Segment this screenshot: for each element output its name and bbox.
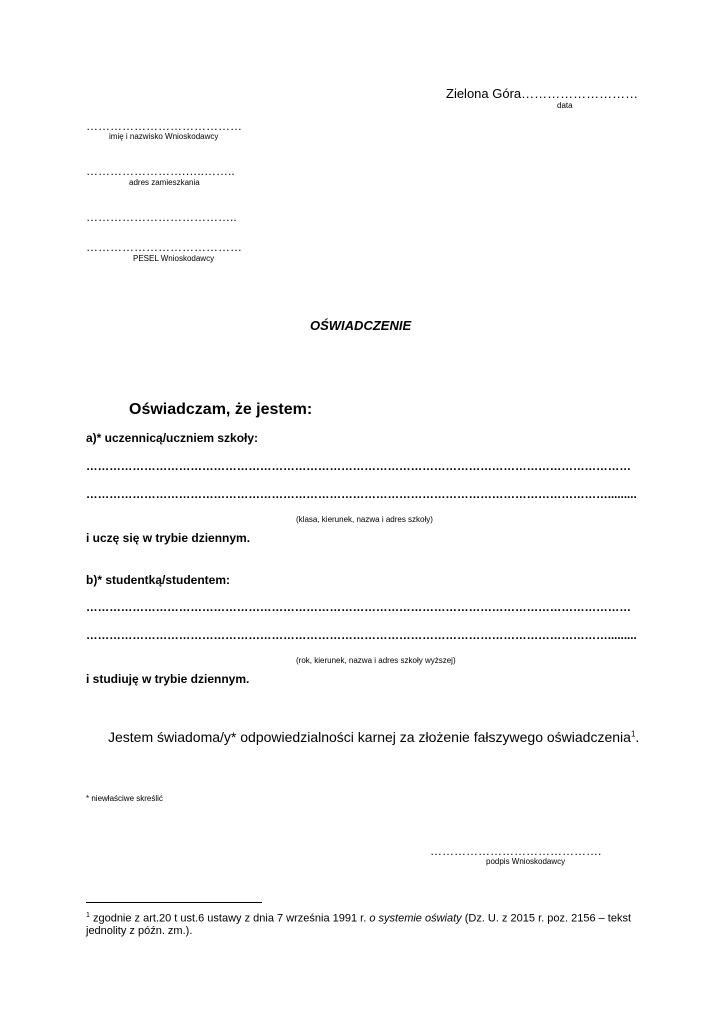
footnote-number: 1 — [86, 912, 90, 919]
awareness-end: . — [635, 729, 640, 745]
section-b-label: b)* studentką/studentem: — [86, 573, 231, 587]
footnote-line-2: jednolity z późn. zm.). — [86, 925, 193, 937]
applicant-address-field-1[interactable]: …………………….…..…….. — [86, 164, 235, 178]
footnote-ref: 1 — [630, 729, 636, 739]
section-a-line-1[interactable]: …………………………………………………………………………………………………………………………… — [86, 460, 631, 473]
footnote-text-a: zgodnie z art.20 t ust.6 ustawy z dnia 7 września 1991 r. — [89, 912, 370, 925]
section-b-after: i studiuję w trybie dziennym. — [86, 672, 250, 686]
applicant-pesel-caption: PESEL Wnioskodawcy — [133, 254, 215, 263]
applicant-address-field-2[interactable]: ……………………………….. — [86, 210, 237, 224]
applicant-pesel-field[interactable]: ………………………………… — [86, 240, 242, 254]
section-b-caption: (rok, kierunek, nazwa i adres szkoły wyższej) — [296, 656, 456, 665]
awareness-text: Jestem świadoma/y* odpowiedzialności karnej za złożenie fałszywego oświadczenia — [108, 729, 631, 745]
applicant-name-caption: imię i nazwisko Wnioskodawcy — [109, 132, 219, 141]
footnote-separator — [86, 902, 262, 903]
section-a-caption: (klasa, kierunek, nazwa i adres szkoły) — [296, 515, 433, 524]
section-a-after: i uczę się w trybie dziennym. — [86, 531, 251, 545]
signature-caption: podpis Wnioskodawcy — [486, 857, 566, 866]
signature-field[interactable]: ……………………………………. — [430, 844, 602, 858]
awareness-statement — [108, 729, 639, 745]
place-date-line[interactable]: Zielona Góra……………………… — [446, 86, 639, 101]
section-a-line-2[interactable]: ………………………………………………………………………………………………………………………......... — [86, 488, 637, 501]
applicant-name-field[interactable]: ………………………………… — [86, 119, 242, 133]
footnote-italic: o systemie oświaty — [369, 912, 462, 925]
declaration-intro: Oświadczam, że jestem: — [129, 401, 313, 418]
document-title: OŚWIADCZENIE — [310, 318, 412, 333]
section-a-label: a)* uczennicą/uczniem szkoły: — [86, 431, 259, 445]
strike-note: * niewłaściwe skreślić — [86, 794, 163, 803]
applicant-address-caption: adres zamieszkania — [129, 178, 200, 187]
date-caption: data — [557, 101, 573, 110]
section-b-line-1[interactable]: …………………………………………………………………………………………………………………………… — [86, 601, 631, 614]
footnote-text-b: (Dz. U. z 2015 r. poz. 2156 – tekst — [461, 912, 632, 925]
section-b-line-2[interactable]: ………………………………………………………………………………………………………………………......... — [86, 629, 637, 642]
